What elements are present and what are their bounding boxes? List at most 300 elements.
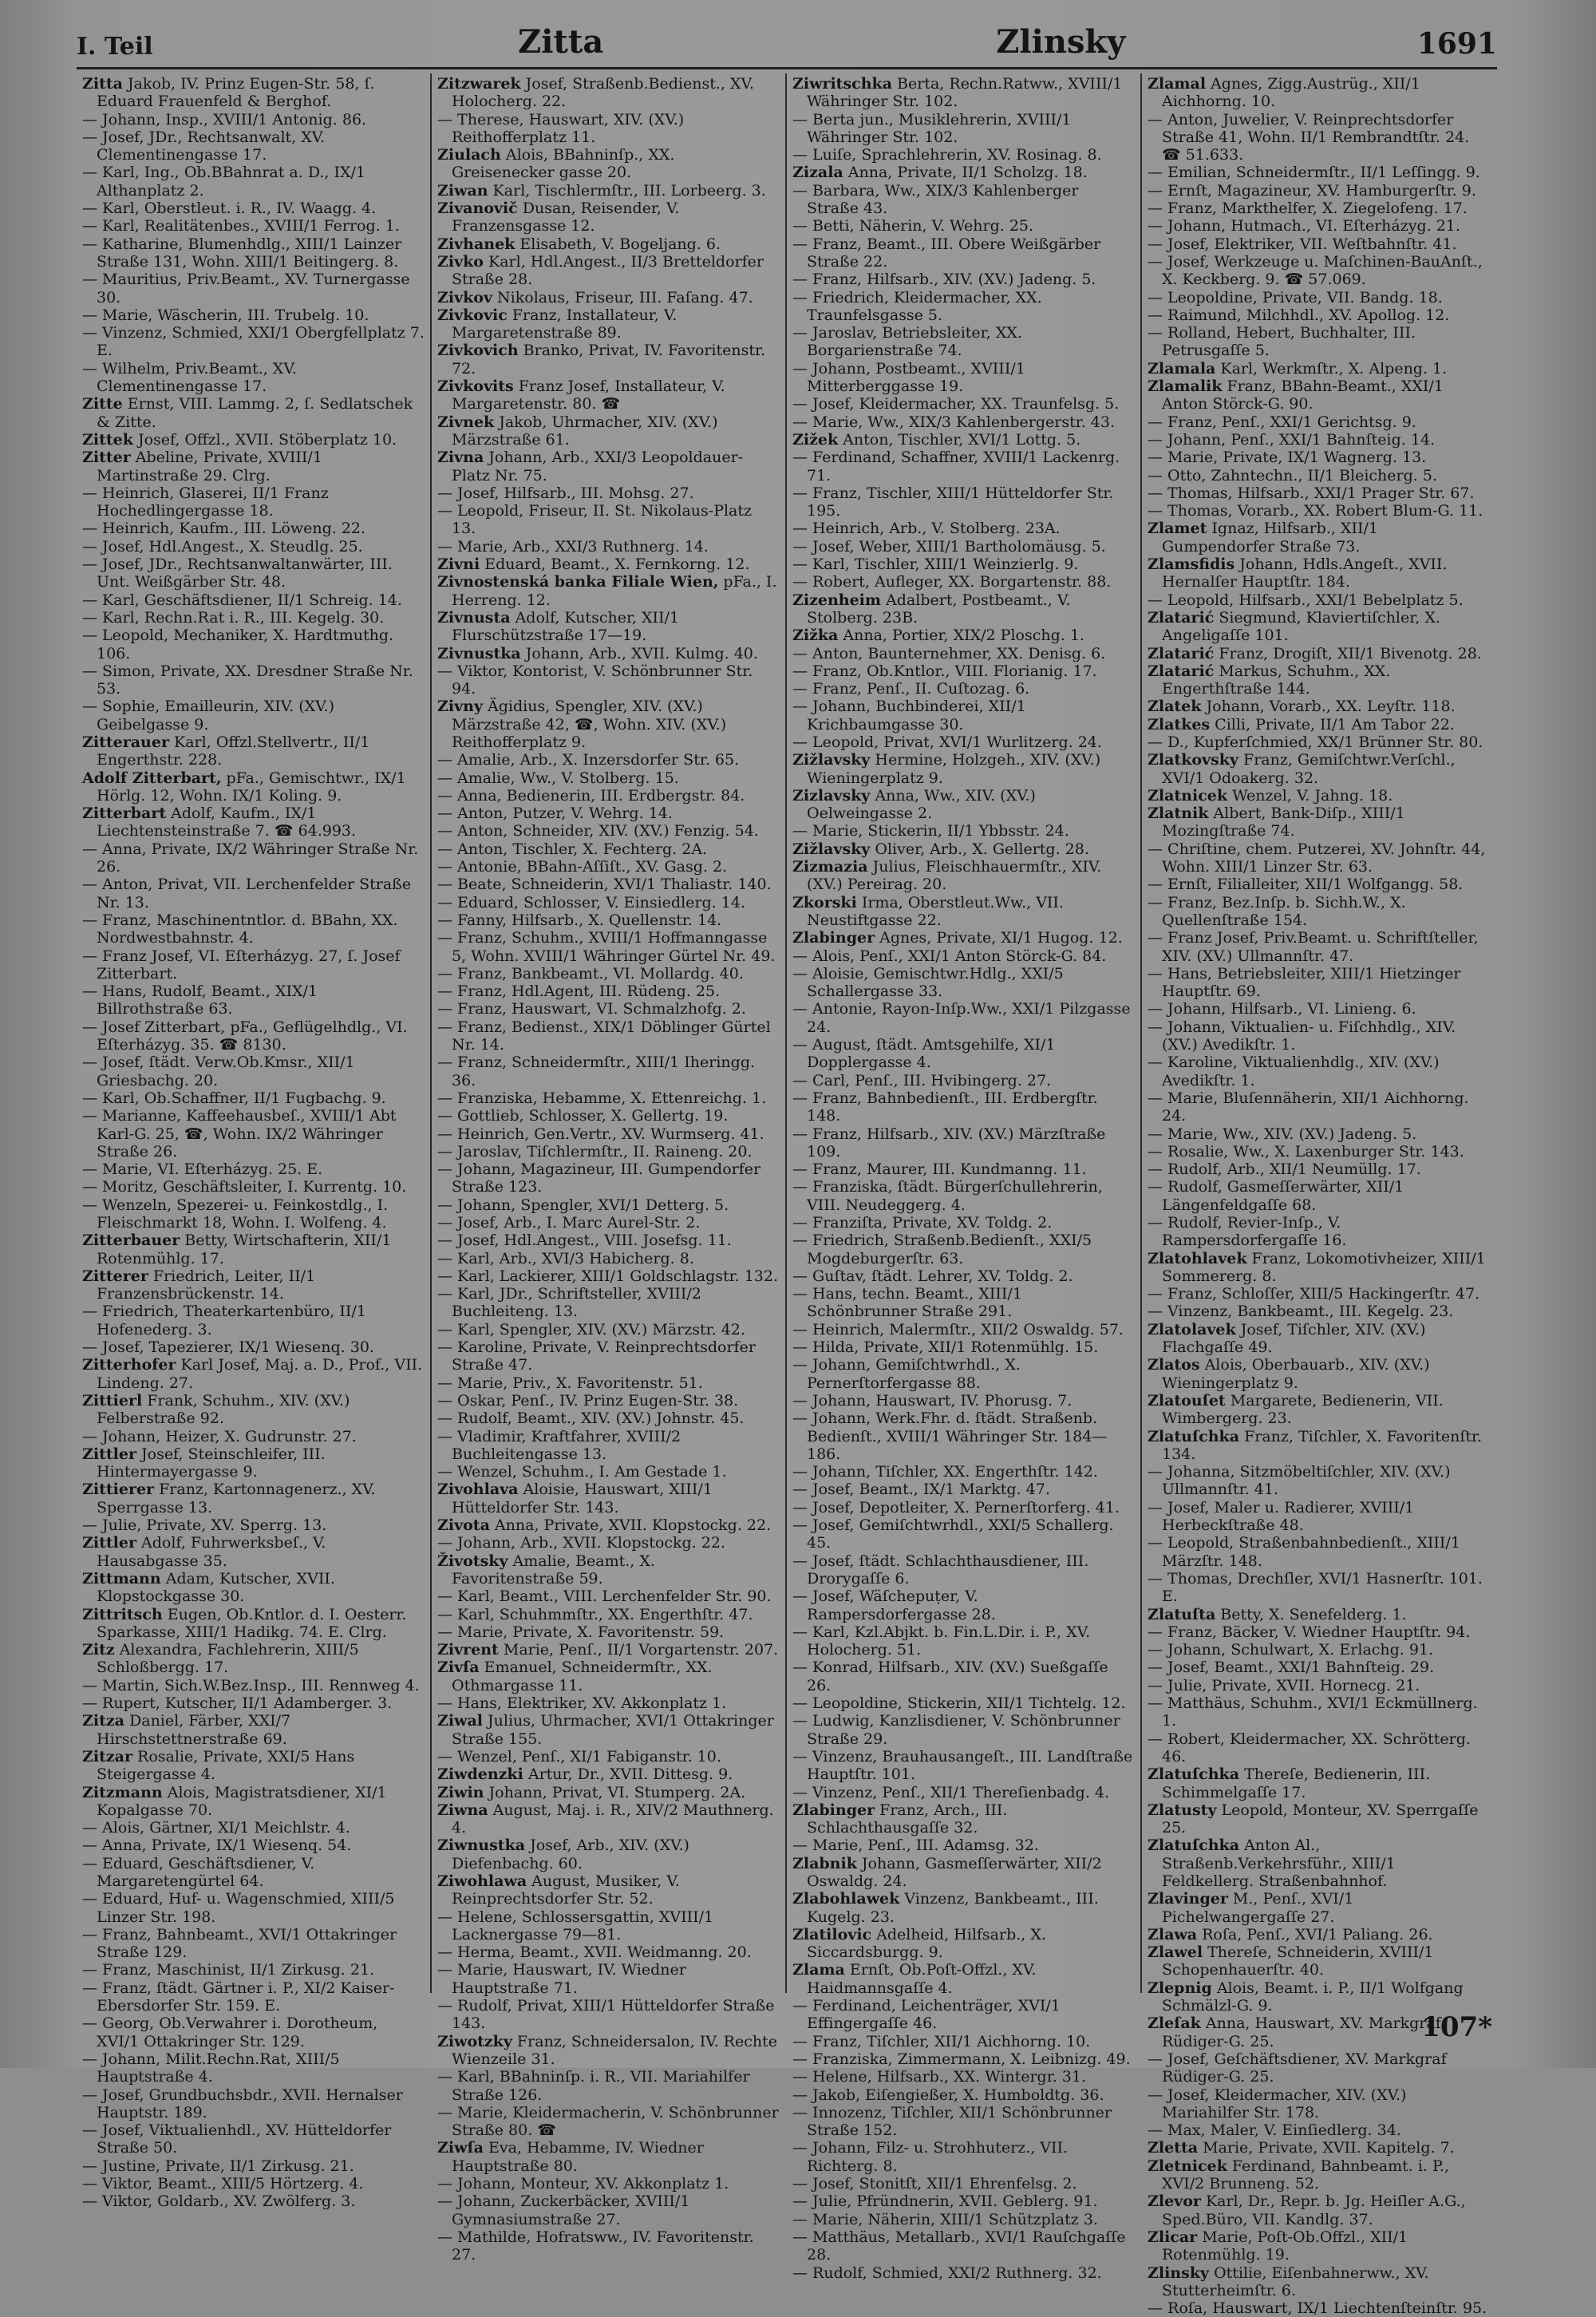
entry-text: Friedrich, Leiter, II/1 Franzensbrückenstr. 14. xyxy=(97,1267,316,1303)
directory-entry xyxy=(792,929,1135,947)
entry-text: — Josef, Grundbuchsbdr., XVII. Hernalser Hauptstr. 189. xyxy=(82,2086,403,2121)
directory-entry xyxy=(437,769,780,787)
directory-entry xyxy=(437,1997,780,2033)
directory-entry xyxy=(792,1961,1135,1997)
entry-surname: Zitte xyxy=(82,395,123,413)
directory-entry xyxy=(82,2050,425,2086)
entry-text: Ernst, VIII. Lammg. 2, ſ. Sedlatschek & Zitte. xyxy=(97,395,413,431)
directory-entry xyxy=(437,929,780,965)
directory-entry xyxy=(437,1801,780,1837)
entry-text: Elisabeth, V. Bogeljang. 6. xyxy=(515,235,721,253)
directory-entry xyxy=(437,1659,780,1694)
directory-entry xyxy=(792,146,1135,164)
entry-text: — Matthäus, Schuhm., XVI/1 Eckmüllnerg. 1. xyxy=(1148,1694,1478,1730)
entry-text: — Eduard, Schlosser, V. Einsiedlerg. 14. xyxy=(437,893,745,911)
entry-text: — Franz Josef, Priv.Beamt. u. Schriftſteller, XIV. (XV.) Ullmannſtr. 47. xyxy=(1148,929,1479,965)
entry-text: Karl, Hdl.Angest., II/3 Bretteldorfer Straße 28. xyxy=(452,252,764,289)
entry-text: Vinzenz, Bankbeamt., III. Kugelg. 23. xyxy=(807,1890,1099,1926)
entry-text: — Josef, Hilfsarb., III. Mohsg. 27. xyxy=(437,484,694,502)
directory-entry xyxy=(82,983,425,1018)
directory-entry xyxy=(437,1552,780,1588)
entry-surname: Zivkov xyxy=(437,288,493,306)
entry-text: — Max, Maler, V. Einſiedlerg. 34. xyxy=(1148,2121,1401,2140)
directory-entry xyxy=(437,2192,780,2228)
entry-text: — Vinzenz, Penſ., XII/1 Thereſienbadg. 4. xyxy=(792,1783,1110,1801)
directory-entry xyxy=(1148,1428,1491,1464)
directory-entry xyxy=(1148,733,1491,751)
entry-text: Anna, Portier, XIX/2 Ploschg. 1. xyxy=(838,627,1084,645)
entry-text: — Marie, Hauswart, IV. Wiedner Hauptstraße 71. xyxy=(437,1961,686,1997)
entry-surname: Zivkovic xyxy=(437,306,508,324)
directory-entry xyxy=(82,1018,425,1054)
directory-entry xyxy=(792,395,1135,413)
directory-entry xyxy=(1148,1089,1491,1125)
column-1 xyxy=(77,73,432,2211)
entry-text: Johann, Hdls.Angeſt., XVII. Hernalſer Hauptſtr. 184. xyxy=(1162,556,1448,591)
directory-entry xyxy=(1148,1623,1491,1641)
entry-text: Ignaz, Hilfsarb., XII/1 Gumpendorfer Straße 73. xyxy=(1162,520,1378,556)
entry-text: — Julie, Pfründnerin, XVII. Geblerg. 91. xyxy=(792,2192,1098,2211)
entry-text: — Marie, Private, X. Favoritenstr. 59. xyxy=(437,1623,725,1641)
directory-entry xyxy=(437,1748,780,1765)
entry-surname: Zižlavsky xyxy=(792,840,871,858)
entry-text: — Martin, Sich.W.Bez.Insp., III. Rennweg 4. xyxy=(82,1676,420,1694)
directory-entry xyxy=(792,360,1135,396)
directory-entry xyxy=(437,1392,780,1410)
directory-entry xyxy=(82,1606,425,1642)
entry-text: — Josef, Wäſchepuṭer, V. Rampersdorfergasse 28. xyxy=(792,1588,996,1623)
entry-text: Rosalie, Private, XXI/5 Hans Steigergasse 4. xyxy=(97,1747,355,1784)
entry-text: — Marie, VI. Eſterházyg. 25. E. xyxy=(82,1160,323,1179)
entry-text: — Julie, Private, XV. Sperrg. 13. xyxy=(82,1516,327,1535)
entry-text: — Johann, Penſ., XXI/1 Bahnſteig. 14. xyxy=(1148,430,1436,449)
entry-text: Agnes, Zigg.Austrüg., XII/1 Aichhorng. 10. xyxy=(1162,75,1420,111)
entry-text: Jakob, Uhrmacher, XIV. (XV.) Märzstraße 61. xyxy=(452,413,718,449)
entry-text: — Hans, Rudolf, Beamt., XIX/1 Billrothstraße 63. xyxy=(82,983,318,1018)
entry-text: Betty, Wirtschafterin, XII/1 Rotenmühlg. 17. xyxy=(97,1232,392,1267)
directory-entry xyxy=(82,1979,425,2015)
directory-entry xyxy=(437,1054,780,1089)
directory-entry xyxy=(437,1694,780,1712)
entry-surname: Ziwritschka xyxy=(792,75,893,93)
entry-text: Emanuel, Schneidermſtr., XX. Othmargasse 11. xyxy=(452,1659,713,1694)
directory-entry xyxy=(1148,1837,1491,1890)
entry-text: — Viktor, Beamt., XIII/5 Hörtzerg. 4. xyxy=(82,2175,364,2193)
entry-text: — Karl, Realitätenbes., XVIII/1 Ferrog. 1. xyxy=(82,217,400,235)
entry-text: — Therese, Hauswart, XIV. (XV.) Reithofferplatz 11. xyxy=(437,110,685,146)
entry-surname: Zlatnik xyxy=(1148,805,1209,823)
directory-entry xyxy=(82,538,425,556)
directory-entry xyxy=(792,449,1135,484)
directory-entry xyxy=(1148,591,1491,609)
entry-text: Marie, Penſ., II/1 Vorgartenstr. 207. xyxy=(498,1641,779,1659)
entry-text: — Wenzel, Schuhm., I. Am Gestade 1. xyxy=(437,1463,727,1481)
directory-entry xyxy=(437,1588,780,1605)
directory-entry xyxy=(82,1089,425,1107)
entry-text: — Anna, Private, IX/2 Währinger Straße Nr. 26. xyxy=(82,840,419,876)
entry-text: — Robert, Aufleger, XX. Borgartenstr. 88. xyxy=(792,573,1112,591)
directory-entry xyxy=(1148,1890,1491,1926)
entry-text: Thereſe, Schneiderin, XVIII/1 Schopenhauerſtr. 40. xyxy=(1162,1943,1434,1979)
entry-text: — Leopold, Straßenbahnbedienſt., XIII/1 Märzſtr. 148. xyxy=(1148,1534,1460,1570)
entry-text: — Leopold, Mechaniker, X. Hardtmuthg. 106. xyxy=(82,627,394,662)
directory-entry xyxy=(792,2086,1135,2104)
directory-entry xyxy=(1148,467,1491,484)
directory-entry xyxy=(1148,556,1491,591)
entry-text: Karl, Dr., Repr. b. Jg. Heiſler A.G., Sped.Büro, VII. Kandlg. 37. xyxy=(1162,2192,1466,2228)
column-3 xyxy=(787,73,1142,2282)
directory-entry xyxy=(1148,1499,1491,1535)
directory-entry xyxy=(792,787,1135,823)
entry-text: — Johann, Postbeamt., XVIII/1 Mitterberggasse 19. xyxy=(792,359,1025,396)
directory-entry xyxy=(792,1285,1135,1321)
entry-text: Karl, Werkmſtr., X. Alpeng. 1. xyxy=(1215,359,1448,378)
entry-surname: Zlamala xyxy=(1148,359,1216,378)
directory-entry xyxy=(792,1926,1135,1962)
entry-text: — Betti, Näherin, V. Wehrg. 25. xyxy=(792,217,1034,235)
entry-text: — Franz, Hilfsarb., XIV. (XV.) Märzſtraße 109. xyxy=(792,1125,1106,1160)
directory-entry xyxy=(1148,1534,1491,1570)
directory-entry xyxy=(1148,75,1491,111)
directory-entry xyxy=(437,1428,780,1464)
entry-text: — Herma, Beamt., XVII. Weidmanng. 20. xyxy=(437,1943,752,1962)
entry-surname: Zleſak xyxy=(1148,2015,1201,2033)
entry-surname: Zizlavsky xyxy=(792,786,871,805)
entry-text: Siegmund, Klaviertiſchler, X. Angeligaſſe 101. xyxy=(1162,608,1440,645)
entry-text: Franz, Lokomotivheizer, XIII/1 Sommererg. 8. xyxy=(1162,1249,1486,1285)
directory-entry xyxy=(437,1232,780,1249)
entry-surname: Zižek xyxy=(792,430,839,449)
entry-text: — Josef, Arb., I. Marc Aurel-Str. 2. xyxy=(437,1214,701,1232)
entry-text: — Franz, Schneidermſtr., XIII/1 Iheringg. 36. xyxy=(437,1054,756,1089)
directory-entry xyxy=(792,2211,1135,2228)
entry-surname: Zlicar xyxy=(1148,2228,1198,2246)
directory-entry xyxy=(1148,787,1491,805)
directory-entry xyxy=(437,1641,780,1659)
entry-text: — Franz, Bankbeamt., VI. Mollardg. 40. xyxy=(437,964,744,983)
entry-surname: Zivni xyxy=(437,556,480,574)
entry-surname: Zittler xyxy=(82,1445,136,1463)
entry-text: — Luiſe, Sprachlehrerin, XV. Rosinag. 8. xyxy=(792,146,1102,164)
directory-entry xyxy=(437,1410,780,1427)
directory-entry xyxy=(792,182,1135,218)
entry-text: — Anton, Schneider, XIV. (XV.) Fenzig. 54. xyxy=(437,822,759,840)
entry-text: — Josef, Beamt., XXI/1 Bahnſteig. 29. xyxy=(1148,1659,1435,1677)
entry-text: — Johann, Spengler, XVI/1 Detterg. 5. xyxy=(437,1196,729,1214)
entry-text: Adolf, Kutscher, XII/1 Flurschützstraße 17—19. xyxy=(452,608,680,645)
entry-text: — Franz, Schloſſer, XIII/5 Hackingerſtr. 47. xyxy=(1148,1285,1480,1303)
entry-surname: Zižka xyxy=(792,627,839,645)
entry-text: — Simon, Private, XX. Dresdner Straße Nr. 53. xyxy=(82,662,413,698)
entry-text: — Johann, Hilfsarb., VI. Linieng. 6. xyxy=(1148,1000,1416,1018)
entry-text: — Wenzeln, Spezerei- u. Feinkostdlg., I. Fleischmarkt 18, Wohn. I. Wolfeng. 4. xyxy=(82,1196,389,1232)
entry-surname: Zlabinger xyxy=(792,929,875,947)
directory-entry xyxy=(437,894,780,911)
entry-text: — Josef, Gemiſchtwrhdl., XXI/5 Schallerg. 45. xyxy=(792,1516,1114,1552)
entry-text: — Anton, Privat, VII. Lerchenfelder Straße Nr. 13. xyxy=(82,876,412,911)
entry-surname: Zittler xyxy=(82,1534,136,1552)
entry-text: — Franz, Bahnbeamt., XVI/1 Ottakringer Straße 129. xyxy=(82,1925,397,1962)
entry-text: — Hans, Elektriker, XV. Akkonplatz 1. xyxy=(437,1694,727,1713)
directory-entry xyxy=(437,289,780,306)
directory-entry xyxy=(792,733,1135,751)
directory-entry xyxy=(437,1961,780,1997)
directory-entry xyxy=(1148,484,1491,502)
entry-text: Julius, Fleischhauermſtr., XIV. (XV.) Pereirag. 20. xyxy=(807,858,1102,894)
entry-text: — Franziska, ſtädt. Bürgerſchullehrerin, VIII. Neudeggerg. 4. xyxy=(792,1178,1103,1214)
entry-surname: Zittritsch xyxy=(82,1605,163,1623)
entry-text: Artur, Dr., XVII. Dittesg. 9. xyxy=(523,1765,733,1784)
directory-entry xyxy=(437,1534,780,1552)
entry-text: — Rudolf, Revier-Inſp., V. Rampersdorfergaſſe 16. xyxy=(1148,1214,1347,1250)
entry-surname: Zlabinger xyxy=(792,1801,875,1819)
entry-text: — Johann, Gemiſchtwrhdl., X. Pernerſtorfergasse 88. xyxy=(792,1356,1021,1392)
entry-text: — Marie, Ww., XIV. (XV.) Jadeng. 5. xyxy=(1148,1125,1417,1143)
entry-text: Anna, Private, II/1 Scholzg. 18. xyxy=(843,164,1088,182)
directory-entry xyxy=(82,2086,425,2122)
entry-text: Eva, Hebamme, IV. Wiedner Hauptstraße 80. xyxy=(452,2139,704,2175)
directory-entry xyxy=(1148,2086,1491,2122)
directory-entry xyxy=(1148,111,1491,164)
entry-text: Josef, Offzl., XVII. Stöberplatz 10. xyxy=(132,430,397,449)
entry-text: — Josef, ſtädt. Schlachthausdiener, III. Drorygaſſe 6. xyxy=(792,1552,1089,1588)
entry-text: — Anton, Baunternehmer, XX. Denisg. 6. xyxy=(792,644,1106,662)
directory-entry xyxy=(1148,1570,1491,1606)
entry-surname: Zivkovich xyxy=(437,342,519,360)
entry-text: — Marie, Arb., XXI/3 Ruthnerg. 14. xyxy=(437,537,709,556)
directory-entry xyxy=(437,1908,780,1944)
entry-text: — Marie, Penſ., III. Adamsg. 32. xyxy=(792,1837,1039,1855)
directory-entry xyxy=(792,1623,1135,1659)
entry-text: — Mauritius, Priv.Beamt., XV. Turnergasse 30. xyxy=(82,271,410,306)
entry-text: — Rudolf, Schmied, XXI/2 Ruthnerg. 32. xyxy=(792,2264,1102,2282)
directory-entry xyxy=(792,1694,1135,1712)
directory-entry xyxy=(792,1410,1135,1463)
directory-entry xyxy=(792,965,1135,1001)
entry-text: Adam, Kutscher, XVII. Klopstockgasse 30. xyxy=(97,1569,335,1606)
entry-text: — Helene, Schlossersgattin, XVIII/1 Lacknergasse 79—81. xyxy=(437,1908,714,1943)
directory-entry xyxy=(82,1196,425,1232)
entry-surname: Zlamalik xyxy=(1148,378,1223,396)
entry-text: — Julie, Private, XVII. Hornecg. 21. xyxy=(1148,1676,1420,1694)
entry-text: — Raimund, Milchhdl., XV. Apollog. 12. xyxy=(1148,306,1450,324)
directory-entry xyxy=(82,2192,425,2210)
entry-text: — Leopoldine, Stickerin, XII/1 Tichtelg. 12. xyxy=(792,1694,1126,1713)
directory-entry xyxy=(437,1338,780,1374)
entry-text: — Georg, Ob.Verwahrer i. Dorotheum, XVI/1 Ottakringer Str. 129. xyxy=(82,2015,378,2050)
entry-text: — Konrad, Hilfsarb., XIV. (XV.) Sueßgaſſe 26. xyxy=(792,1659,1108,1694)
directory-entry xyxy=(437,805,780,822)
directory-entry xyxy=(792,698,1135,733)
entry-text: — Josef, Kleidermacher, XX. Traunfelsg. 5. xyxy=(792,395,1120,413)
directory-entry xyxy=(792,1321,1135,1338)
entry-text: Alois, Magistratsdiener, XI/1 Kopalgasse 70. xyxy=(97,1783,387,1819)
directory-entry xyxy=(82,360,425,396)
entry-text: — Justine, Private, II/1 Zirkusg. 21. xyxy=(82,2157,354,2175)
directory-entry xyxy=(82,395,425,431)
directory-entry xyxy=(792,751,1135,787)
entry-text: — Eduard, Geschäftsdiener, V. Margaretengürtel 64. xyxy=(82,1854,315,1890)
entry-text: — Vladimir, Kraftfahrer, XVIII/2 Buchleitengasse 13. xyxy=(437,1427,681,1463)
entry-text: — Johann, Insp., XVIII/1 Antonig. 86. xyxy=(82,110,367,129)
directory-entry xyxy=(792,1392,1135,1410)
entry-text: Anton Al., Straßenb.Verkehrsführ., XIII/1 Feldkellerg. Straßenbahnhof. xyxy=(1162,1837,1396,1890)
directory-entry xyxy=(82,1712,425,1748)
entry-surname: Zlatek xyxy=(1148,698,1202,716)
directory-entry xyxy=(1148,1250,1491,1286)
entry-text: Adolf, Fuhrwerksbeſ., V. Hausabgasse 35. xyxy=(97,1534,326,1570)
entry-surname: Zitterauer xyxy=(82,733,169,751)
directory-entry xyxy=(437,698,780,751)
directory-entry xyxy=(1148,876,1491,893)
entry-text: — Franziska, Hebamme, X. Ettenreichg. 1. xyxy=(437,1089,767,1107)
directory-entry xyxy=(437,1943,780,1961)
entry-text: — Karl, Kzl.Abjkt. b. Fin.L.Dir. i. P., XV. Holocherg. 51. xyxy=(792,1623,1091,1659)
entry-text: — Matthäus, Metallarb., XVI/1 Rauſchgaſſe 28. xyxy=(792,2228,1126,2264)
directory-entry xyxy=(792,2068,1135,2086)
entry-text: — Leopold, Friseur, II. St. Nikolaus-Platz 13. xyxy=(437,502,753,538)
entry-text: Eugen, Ob.Kntlor. d. I. Oesterr. Sparkasse, XIII/1 Hadikg. 74. E. Clrg. xyxy=(97,1605,407,1641)
entry-text: — Heinrich, Malermſtr., XII/2 Oswaldg. 57. xyxy=(792,1320,1124,1338)
directory-entry xyxy=(792,680,1135,698)
entry-text: — Marie, Stickerin, II/1 Ybbsstr. 24. xyxy=(792,822,1069,840)
directory-entry xyxy=(792,2228,1135,2264)
entry-text: — Josef, Tapezierer, IX/1 Wiesenq. 30. xyxy=(82,1338,374,1357)
directory-entry xyxy=(792,2033,1135,2050)
entry-text: — Josef, Beamt., IX/1 Marktg. 47. xyxy=(792,1481,1050,1499)
directory-entry xyxy=(1148,289,1491,306)
directory-entry xyxy=(82,1107,425,1160)
entry-text: Franz Josef, Installateur, V. Margaretenstr. 80. ☎ xyxy=(452,378,725,413)
entry-text: Ernſt, Ob.Poſt-Offzl., XV. Haidmannsgaſſe 4. xyxy=(807,1961,1037,1997)
directory-entry xyxy=(1148,520,1491,556)
directory-entry xyxy=(82,805,425,840)
entry-text: — Karoline, Viktualienhdlg., XIV. (XV.) Avedikſtr. 1. xyxy=(1148,1054,1440,1089)
entry-text: — Josef, Elektriker, VII. Weſtbahnſtr. 41. xyxy=(1148,235,1457,253)
directory-entry xyxy=(1148,431,1491,449)
directory-entry xyxy=(437,2175,780,2192)
entry-text: — Franz, ſtädt. Gärtner i. P., XI/2 Kaiser-Ebersdorfer Str. 159. E. xyxy=(82,1979,395,2015)
entry-text: — Franz, Markthelfer, X. Ziegelofeng. 17. xyxy=(1148,200,1468,218)
directory-entry xyxy=(82,75,425,111)
directory-entry xyxy=(792,538,1135,556)
entry-text: — Moritz, Geschäftsleiter, I. Kurrentg. 10. xyxy=(82,1178,407,1196)
entry-surname: Zlatilovic xyxy=(792,1925,872,1943)
directory-entry xyxy=(82,698,425,733)
entry-text: — Alois, Gärtner, XI/1 Meichlstr. 4. xyxy=(82,1819,350,1837)
directory-entry xyxy=(1148,1303,1491,1320)
directory-entry xyxy=(792,1160,1135,1178)
entry-text: — Vinzenz, Brauhausangeſt., III. Landſtraße Hauptſtr. 101. xyxy=(792,1747,1133,1784)
directory-entry xyxy=(792,431,1135,449)
entry-text: — Franz, Beamt., III. Obere Weißgärber Straße 22. xyxy=(792,235,1101,271)
entry-text: — Josef, Stonitſt, XII/1 Ehrenfelsg. 2. xyxy=(792,2175,1077,2193)
entry-text: pFa., I. Herreng. 12. xyxy=(452,573,777,609)
directory-entry xyxy=(792,1356,1135,1392)
directory-entry xyxy=(437,983,780,1000)
entry-text: — Franziſta, Private, XV. Toldg. 2. xyxy=(792,1214,1053,1232)
directory-entry xyxy=(792,1499,1135,1516)
directory-entry xyxy=(1148,1143,1491,1160)
entry-text: Abeline, Private, XVIII/1 Martinstraße 29. Clrg. xyxy=(97,449,322,484)
entry-text: — Johann, Filz- u. Strohhuterz., VII. Richterg. 8. xyxy=(792,2139,1069,2175)
entry-text: — Innozenz, Tiſchler, XII/1 Schönbrunner Straße 152. xyxy=(792,2103,1112,2140)
directory-entry xyxy=(792,413,1135,431)
entry-text: — Ernſt, Magazineur, XV. Hamburgerſtr. 9. xyxy=(1148,181,1476,200)
directory-entry xyxy=(1148,1801,1491,1837)
entry-surname: Zivko xyxy=(437,252,484,271)
entry-text: — Marie, Näherin, XIII/1 Schützplatz 3. xyxy=(792,2210,1098,2228)
directory-entry xyxy=(82,1694,425,1712)
entry-text: — Franz, Schuhm., XVIII/1 Hoffmanngasse 5, Wohn. XVIII/1 Währinger Gürtel Nr. 49. xyxy=(437,929,776,965)
entry-surname: Zlatos xyxy=(1148,1356,1200,1374)
last-entry-keyword: Zlinsky xyxy=(996,23,1126,61)
entry-text: — Karl, Tischler, XIII/1 Weinzierlg. 9. xyxy=(792,556,1079,574)
directory-entry xyxy=(437,1018,780,1054)
entry-text: Karl, Offzl.Stellvertr., II/1 Engerthstr. 228. xyxy=(97,733,370,769)
directory-entry xyxy=(1148,324,1491,360)
entry-text: — Josef, Maler u. Radierer, XVIII/1 Herbeckſtraße 48. xyxy=(1148,1498,1415,1535)
directory-entry xyxy=(1148,164,1491,181)
entry-text: Nikolaus, Friseur, III. Faſang. 47. xyxy=(492,288,753,306)
directory-entry xyxy=(437,1606,780,1623)
entry-text: Franz, Tiſchler, X. Favoritenſtr. 134. xyxy=(1162,1427,1483,1463)
directory-entry xyxy=(1148,253,1491,289)
entry-text: Alois, Beamt. i. P., II/1 Wolfgang Schmälzl-G. 9. xyxy=(1162,1979,1464,2015)
entry-text: Ferdinand, Bahnbeamt. i. P., XVI/2 Brunneng. 52. xyxy=(1162,2157,1450,2193)
directory-entry xyxy=(82,2157,425,2175)
directory-entry xyxy=(792,1178,1135,1214)
entry-text: — Anton, Tischler, X. Fechterg. 2A. xyxy=(437,840,708,858)
entry-text: — Friedrich, Theaterkartenbüro, II/1 Hofenederg. 3. xyxy=(82,1303,366,1338)
directory-entry xyxy=(1148,609,1491,645)
entry-text: — Rolland, Hebert, Buchhalter, III. Petrusgaſſe 5. xyxy=(1148,324,1416,360)
entry-surname: Zlatuſchka xyxy=(1148,1837,1240,1855)
entry-text: — Mathilde, Hofratsww., IV. Favoritenstr. 27. xyxy=(437,2228,754,2264)
entry-text: pFa., Gemischtwr., IX/1 Hörlg. 12, Wohn. IX/1 Koling. 9. xyxy=(97,769,406,805)
entry-text: Daniel, Färber, XXI/7 Hirschstettnerstraße 69. xyxy=(97,1712,291,1748)
entry-text: — Anton, Putzer, V. Wehrg. 14. xyxy=(437,805,673,823)
entry-text: — Jakob, Eiſengießer, X. Humboldtg. 36. xyxy=(792,2086,1104,2104)
entry-surname: Zitzar xyxy=(82,1747,132,1765)
entry-text: — Carl, Penſ., III. Hvibingerg. 27. xyxy=(792,1071,1052,1089)
entry-text: Johann, Arb., XVII. Kulmg. 40. xyxy=(520,644,758,662)
directory-entry xyxy=(792,1072,1135,1089)
directory-entry xyxy=(792,1463,1135,1481)
directory-entry xyxy=(437,378,780,413)
directory-entry xyxy=(437,111,780,147)
directory-entry xyxy=(82,1677,425,1694)
directory-entry xyxy=(1148,378,1491,413)
directory-entry xyxy=(437,787,780,805)
sheet-signature: 107* xyxy=(1421,2011,1492,2043)
directory-entry xyxy=(1148,2228,1491,2264)
directory-entry xyxy=(437,965,780,983)
directory-entry xyxy=(792,484,1135,520)
entry-text: — Rudolf, Beamt., XIV. (XV.) Johnstr. 45. xyxy=(437,1410,745,1428)
directory-entry xyxy=(792,1712,1135,1748)
directory-entry xyxy=(1148,360,1491,378)
entry-text: Karl, Tischlermſtr., III. Lorbeerg. 3. xyxy=(488,181,766,200)
directory-entry xyxy=(437,146,780,182)
entry-text: Aloisie, Hauswart, XIII/1 Hütteldorfer Str. 143. xyxy=(452,1481,713,1516)
directory-entry xyxy=(792,822,1135,840)
directory-entry xyxy=(437,1374,780,1392)
directory-entry xyxy=(1148,2192,1491,2228)
entry-text: — Franz, Hauswart, VI. Schmalzhofg. 2. xyxy=(437,1000,746,1018)
directory-entry xyxy=(437,2068,780,2104)
directory-entry xyxy=(437,306,780,342)
